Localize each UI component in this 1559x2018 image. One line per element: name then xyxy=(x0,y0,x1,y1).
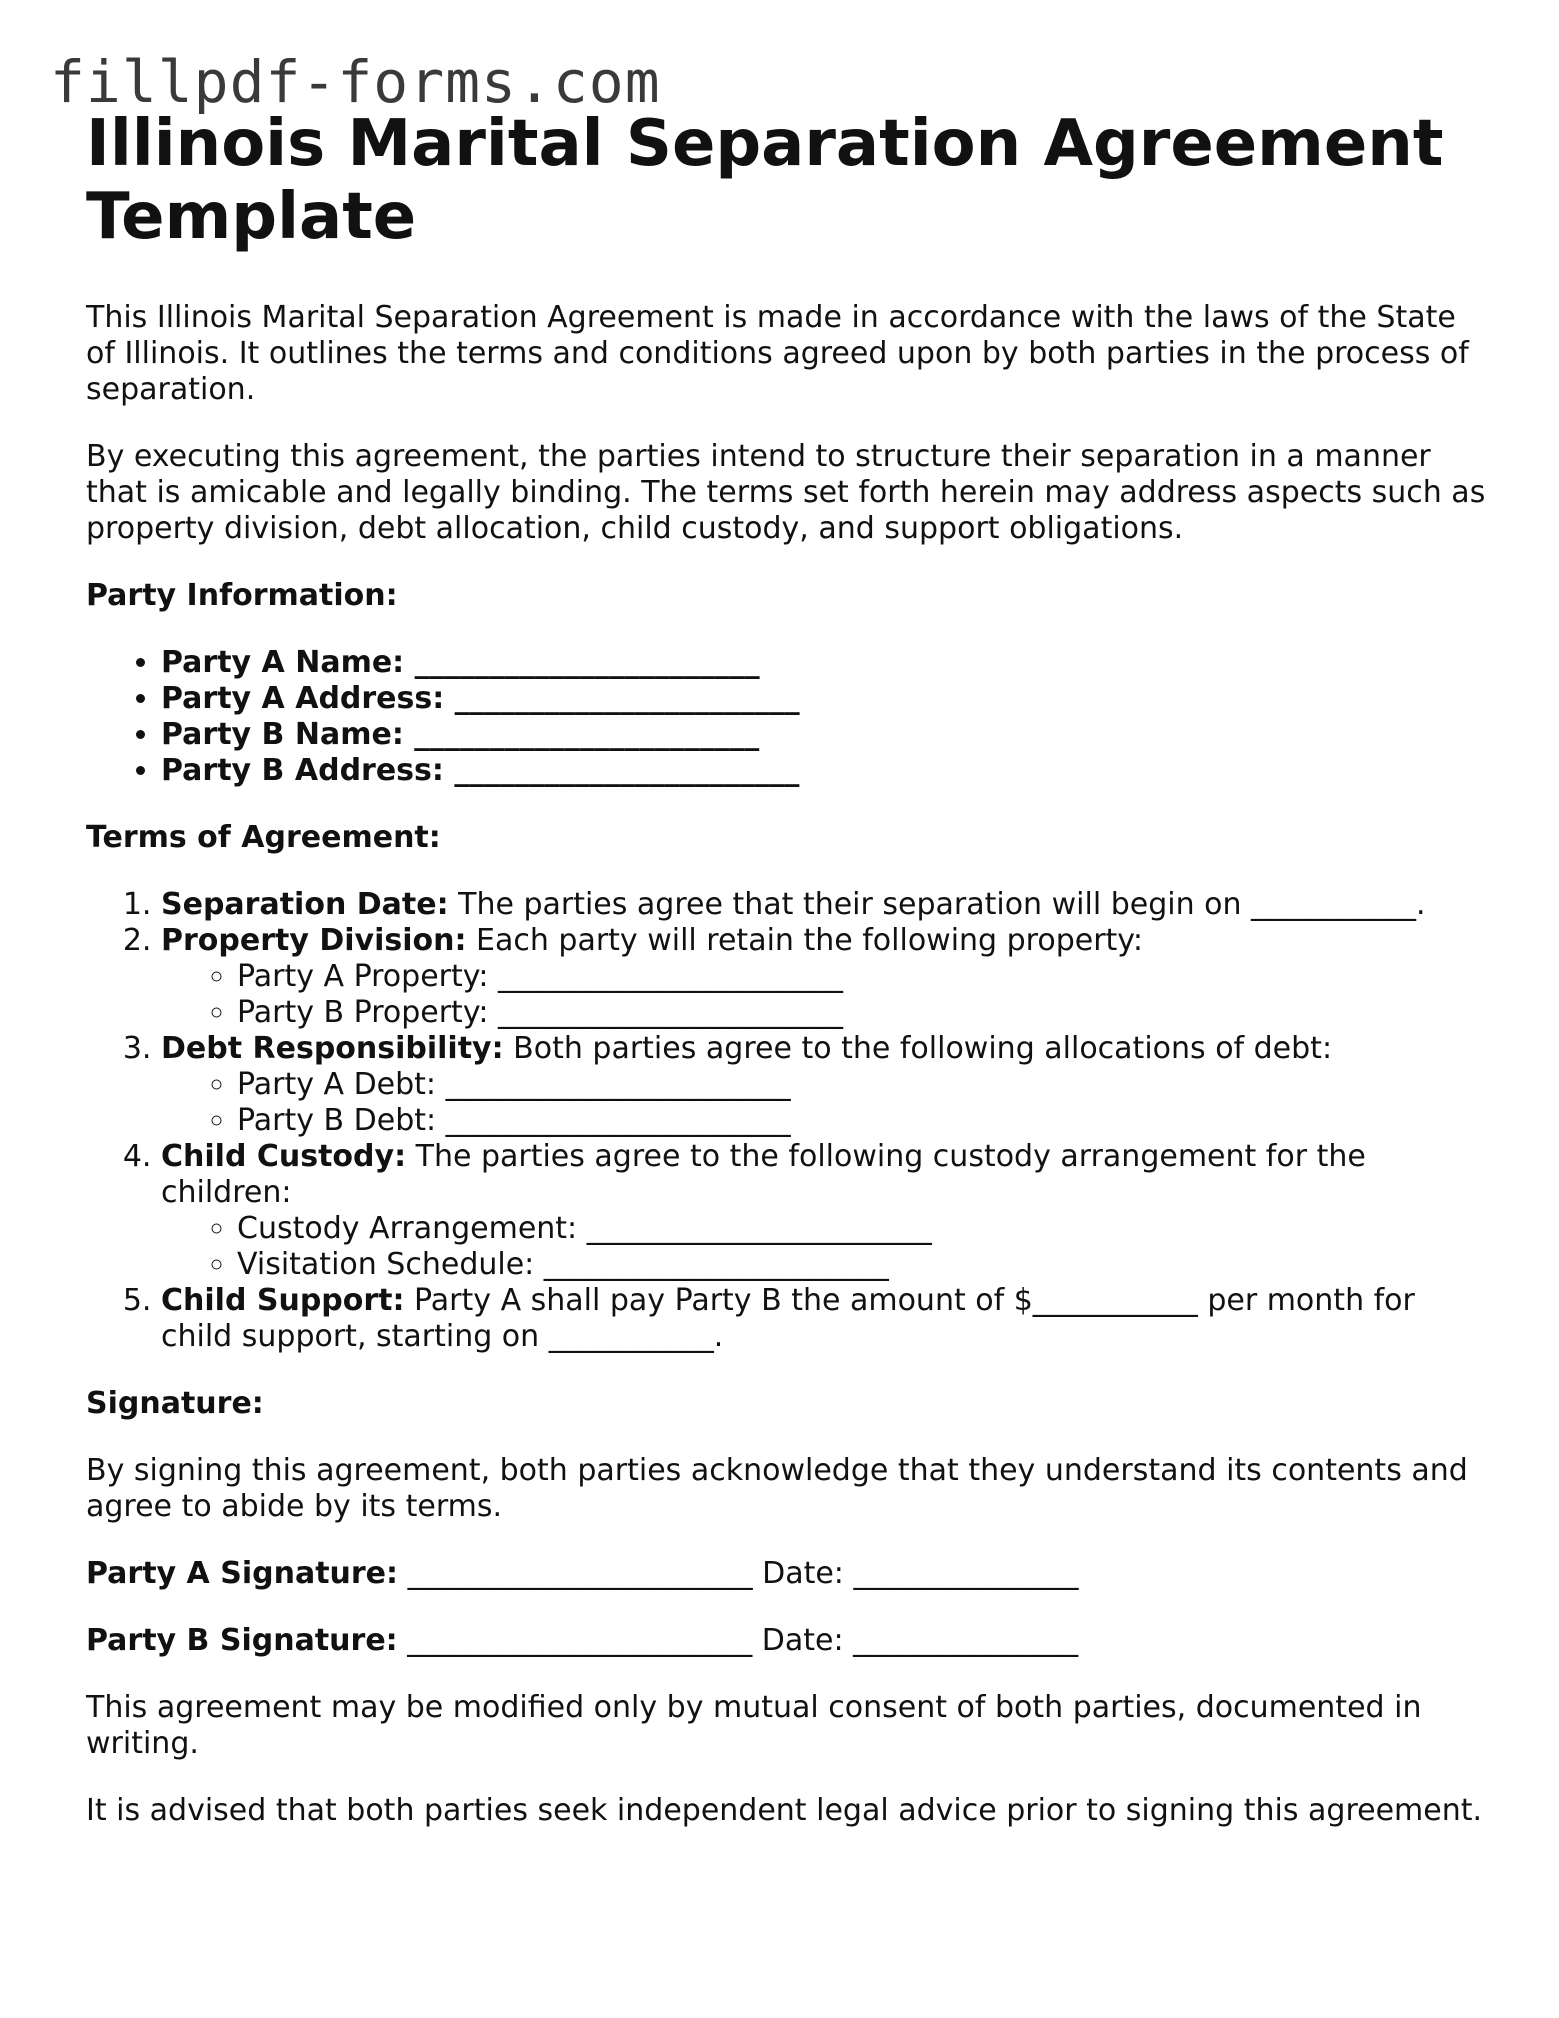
term-separation-date xyxy=(161,887,1486,923)
party-b-address-field: • Party B Address: _______________________ xyxy=(161,753,1486,789)
party-b-debt-field: ◦ Party B Debt: _______________________ xyxy=(237,1103,1486,1139)
term-debt-responsibility xyxy=(161,1031,1486,1139)
term-label: Separation Date: xyxy=(161,887,449,922)
signature-heading: Signature: xyxy=(86,1386,264,1421)
term-label: Child Support: xyxy=(161,1283,405,1318)
term-text: The parties agree that their separation will begin on ___________. xyxy=(448,887,1426,922)
intro-paragraph-2: By executing this agreement, the parties intend to structure their separation in a manner that is amicable and legally binding. The terms set forth herein may address aspects such as property division, debt allocation, child custody, and support obligations. xyxy=(86,439,1486,546)
sub-list xyxy=(161,1067,1486,1139)
term-label: Debt Responsibility: xyxy=(161,1031,504,1066)
party-a-name-field: • Party A Name: _______________________ xyxy=(161,645,1486,681)
term-property-division xyxy=(161,923,1486,1031)
party-b-signature-label: Party B Signature: xyxy=(86,1623,398,1658)
party-a-property-field: ◦ Party A Property: _______________________ xyxy=(237,959,1486,995)
term-text: The parties agree to the following custody arrangement for the children: xyxy=(161,1139,1366,1210)
visitation-schedule-field: ◦ Visitation Schedule: _______________________ xyxy=(237,1247,1486,1283)
watermark: fillpdf-forms.com xyxy=(50,48,661,116)
party-info-list xyxy=(86,645,1486,789)
party-a-signature-line xyxy=(86,1556,1486,1592)
term-text: Party A shall pay Party B the amount of $___________ per month for child support, starting on ___________. xyxy=(161,1283,1415,1354)
term-label: Child Custody: xyxy=(161,1139,407,1174)
page-title: Illinois Marital Separation Agreement Template xyxy=(86,107,1444,254)
sub-list xyxy=(161,1211,1486,1283)
term-label: Property Division: xyxy=(161,923,467,958)
legal-advice-clause: It is advised that both parties seek independent legal advice prior to signing this agreement. xyxy=(86,1793,1483,1828)
party-a-signature-blank: _______________________ Date: _______________ xyxy=(398,1556,1079,1591)
document xyxy=(86,108,1486,1860)
term-child-custody xyxy=(161,1139,1486,1283)
party-b-signature-blank: _______________________ Date: _______________ xyxy=(397,1623,1079,1658)
party-a-debt-field: ◦ Party A Debt: _______________________ xyxy=(237,1067,1486,1103)
signature-acknowledgement: By signing this agreement, both parties acknowledge that they understand its contents and agree to abide by its terms. xyxy=(86,1453,1468,1524)
party-a-signature-label: Party A Signature: xyxy=(86,1556,399,1591)
terms-list xyxy=(86,887,1486,1355)
term-child-support xyxy=(161,1283,1486,1355)
party-b-name-field: • Party B Name: _______________________ xyxy=(161,717,1486,753)
term-text: Both parties agree to the following allocations of debt: xyxy=(503,1031,1333,1066)
party-a-address-field: • Party A Address: _______________________ xyxy=(161,681,1486,717)
custody-arrangement-field: ◦ Custody Arrangement: _______________________ xyxy=(237,1211,1486,1247)
term-text: Each party will retain the following property: xyxy=(466,923,1143,958)
intro-paragraph-1: This Illinois Marital Separation Agreement is made in accordance with the laws of the State of Illinois. It outlines the terms and conditions agreed upon by both parties in the process of separation. xyxy=(86,300,1469,407)
party-b-signature-line xyxy=(86,1623,1486,1659)
party-b-property-field: ◦ Party B Property: _______________________ xyxy=(237,995,1486,1031)
party-info-heading: Party Information: xyxy=(86,578,398,613)
terms-heading: Terms of Agreement: xyxy=(86,820,441,855)
sub-list xyxy=(161,959,1486,1031)
modification-clause: This agreement may be modified only by mutual consent of both parties, documented in writing. xyxy=(86,1690,1422,1761)
